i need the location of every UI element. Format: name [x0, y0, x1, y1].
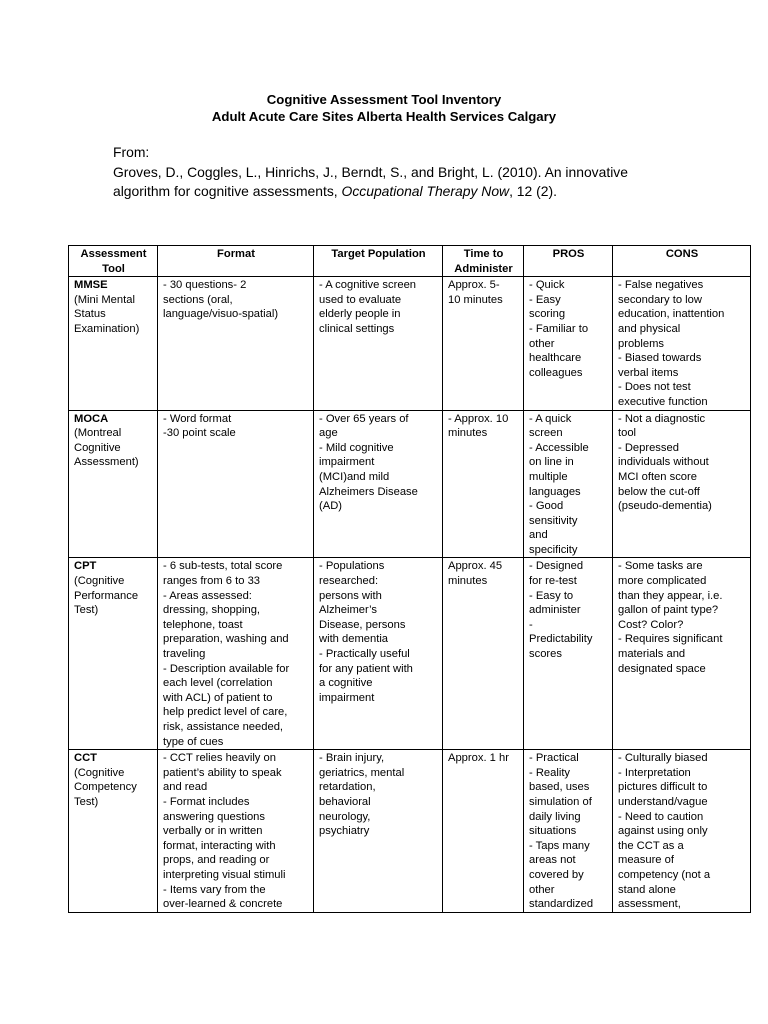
cell-line: a cognitive — [319, 677, 373, 690]
cell-line: - Not a diagnostic — [618, 412, 706, 425]
cell-line: - Format includes — [163, 795, 250, 808]
time-cell — [443, 410, 524, 558]
cons-cell — [613, 410, 751, 558]
cell-line: competency (not a — [618, 868, 711, 881]
cell-line: clinical settings — [319, 322, 395, 335]
cell-line: psychiatry — [319, 825, 370, 838]
cell-line: designated space — [618, 662, 706, 675]
cell-line: -30 point scale — [163, 427, 236, 440]
cell-line: - Depressed — [618, 441, 679, 454]
population-cell — [314, 558, 443, 750]
format-cell — [158, 558, 314, 750]
cell-line: executive function — [618, 395, 708, 408]
time-cell — [443, 277, 524, 410]
tool-cell — [69, 277, 158, 410]
cell-line: language/visuo-spatial) — [163, 308, 279, 321]
cell-line: assessment, — [618, 898, 681, 911]
cell-line: - Familiar to — [529, 322, 589, 335]
cell-line: minutes — [448, 575, 488, 588]
citation-journal: Occupational Therapy Now — [341, 183, 510, 199]
format-cell — [158, 277, 314, 410]
cell-line: patient’s ability to speak — [163, 766, 282, 779]
cell-line: - — [529, 618, 533, 631]
cell-line: impairment — [319, 456, 375, 469]
tool-acronym: MMSE — [74, 279, 108, 292]
cell-line: - Mild cognitive — [319, 441, 394, 454]
cell-line: secondary to low — [618, 293, 702, 306]
table-header-row — [69, 246, 751, 277]
cell-line: sensitivity — [529, 514, 578, 527]
cell-line: other — [529, 883, 555, 896]
cell-line: - Over 65 years of — [319, 412, 409, 425]
cell-line: dressing, shopping, — [163, 604, 261, 617]
table-row — [69, 277, 751, 410]
cell-line: (AD) — [319, 500, 342, 513]
cell-line: - Description available for — [163, 662, 290, 675]
cell-line: screen — [529, 427, 563, 440]
cell-line: - Reality — [529, 766, 571, 779]
cell-line: scores — [529, 648, 562, 661]
cell-line: (pseudo-dementia) — [618, 500, 712, 513]
cell-line: Status — [74, 308, 106, 321]
cell-line: geriatrics, mental — [319, 766, 405, 779]
document-header — [0, 91, 768, 125]
cell-line: than they appear, i.e. — [618, 589, 723, 602]
pros-cell — [524, 277, 613, 410]
cell-line: sections (oral, — [163, 293, 233, 306]
cell-line: - Need to caution — [618, 810, 704, 823]
cell-line: healthcare — [529, 352, 582, 365]
cell-line: verbal items — [618, 366, 679, 379]
cell-line: with ACL) of patient to — [163, 691, 273, 704]
cell-line: - False negatives — [618, 279, 704, 292]
cell-line: the CCT as a — [618, 839, 684, 852]
time-cell — [443, 750, 524, 913]
cell-line: MCI often score — [618, 470, 697, 483]
cell-line: Approx. 5- — [448, 279, 500, 292]
cell-line: - Biased towards — [618, 352, 702, 365]
cell-line: and read — [163, 781, 208, 794]
cell-line: Disease, persons — [319, 618, 406, 631]
tool-cell — [69, 410, 158, 558]
cell-line: risk, assistance needed, — [163, 721, 284, 733]
tool-acronym: CPT — [74, 560, 97, 573]
cell-line: for any patient with — [319, 662, 413, 675]
cell-line: - Designed — [529, 560, 584, 573]
cell-line: impairment — [319, 691, 375, 704]
cons-cell — [613, 750, 751, 913]
population-cell — [314, 750, 443, 913]
cell-line: each level (correlation — [163, 677, 273, 690]
cell-line: behavioral — [319, 795, 371, 808]
cell-line: neurology, — [319, 810, 371, 823]
cell-line: answering questions — [163, 810, 265, 823]
header-format: Format — [158, 246, 314, 277]
cell-line: situations — [529, 825, 577, 838]
cell-line: (MCI)and mild — [319, 470, 390, 483]
header-target-population: Target Population — [314, 246, 443, 277]
cell-line: administer — [529, 604, 581, 617]
cell-line: and — [529, 529, 548, 542]
cell-line: type of cues — [163, 735, 224, 748]
citation-text — [113, 163, 673, 202]
population-cell — [314, 277, 443, 410]
cell-line: Approx. 1 hr — [448, 752, 509, 765]
header-cons: CONS — [613, 246, 751, 277]
cell-line: with dementia — [319, 633, 389, 646]
cell-line: (Cognitive — [74, 766, 125, 779]
cell-line: - A cognitive screen — [319, 279, 417, 292]
pros-cell — [524, 750, 613, 913]
cell-line: below the cut-off — [618, 485, 700, 498]
cell-line: format, interacting with — [163, 839, 276, 852]
cell-line: props, and reading or — [163, 854, 270, 867]
cell-line: - Items vary from the — [163, 883, 266, 896]
cell-line: multiple — [529, 470, 568, 483]
table-row — [69, 410, 751, 558]
cell-line: Approx. 45 — [448, 560, 503, 573]
cell-line: Cost? Color? — [618, 618, 684, 631]
cell-line: on line in — [529, 456, 574, 469]
cell-line: covered by — [529, 868, 584, 881]
cell-line: 10 minutes — [448, 293, 503, 306]
cell-line: Alzheimer’s — [319, 604, 378, 617]
assessment-tool-table — [68, 245, 751, 913]
cell-line: Test) — [74, 604, 99, 617]
cell-line: persons with — [319, 589, 382, 602]
tool-acronym: CCT — [74, 752, 97, 765]
header-time-to-administer: Time to Administer — [443, 246, 524, 277]
cell-line: for re-test — [529, 575, 577, 588]
cell-line: - Easy to — [529, 589, 574, 602]
cell-line: (Cognitive — [74, 575, 125, 588]
header-assessment-tool: Assessment Tool — [69, 246, 158, 277]
cell-line: - Populations — [319, 560, 385, 573]
citation-authors: Groves, D., Coggles, L., Hinrichs, J., Berndt, S., and Bright, L. (2010). An innovative algorithm for cognitive assessments, — [113, 163, 628, 199]
cell-line: Performance — [74, 589, 139, 602]
cell-line: used to evaluate — [319, 293, 402, 306]
cell-line: - Quick — [529, 279, 565, 292]
cell-line: problems — [618, 337, 665, 350]
cell-line: other — [529, 337, 555, 350]
cell-line: - Some tasks are — [618, 560, 703, 573]
cell-line: Alzheimers Disease — [319, 485, 418, 498]
cell-line: - Accessible — [529, 441, 589, 454]
cell-line: areas not — [529, 854, 576, 867]
cell-line: - Taps many — [529, 839, 590, 852]
cell-line: Test) — [74, 795, 99, 808]
table-row — [69, 750, 751, 913]
cell-line: Cognitive — [74, 441, 121, 454]
tool-acronym: MOCA — [74, 412, 109, 425]
cell-line: - Practical — [529, 752, 579, 765]
cell-line: - Practically useful — [319, 648, 410, 661]
cell-line: - Good — [529, 500, 564, 513]
header-pros: PROS — [524, 246, 613, 277]
population-cell — [314, 410, 443, 558]
cell-line: age — [319, 427, 338, 440]
pros-cell — [524, 410, 613, 558]
document-title: Cognitive Assessment Tool Inventory — [266, 92, 502, 107]
cell-line: pictures difficult to — [618, 781, 708, 794]
tool-cell — [69, 750, 158, 913]
cell-line: daily living — [529, 810, 581, 823]
citation-block — [113, 143, 673, 202]
cell-line: understand/vague — [618, 795, 708, 808]
cell-line: - Areas assessed: — [163, 589, 252, 602]
cell-line: scoring — [529, 308, 566, 321]
cell-line: Examination) — [74, 322, 140, 335]
cell-line: - Does not test — [618, 381, 691, 394]
cell-line: languages — [529, 485, 581, 498]
cell-line: over-learned & concrete — [163, 898, 283, 911]
cell-line: - CCT relies heavily on — [163, 752, 276, 765]
cell-line: interpreting visual stimuli — [163, 868, 286, 881]
cell-line: researched: — [319, 575, 379, 588]
cell-line: Predictability — [529, 633, 593, 646]
cell-line: - Easy — [529, 293, 561, 306]
cell-line: Assessment) — [74, 456, 139, 469]
citation-label: From: — [113, 144, 150, 160]
cell-line: tool — [618, 427, 637, 440]
cell-line: - Approx. 10 — [448, 412, 509, 425]
cell-line: and physical — [618, 322, 681, 335]
cell-line: simulation of — [529, 795, 592, 808]
cell-line: retardation, — [319, 781, 376, 794]
cell-line: colleagues — [529, 366, 583, 379]
cell-line: minutes — [448, 427, 488, 440]
cell-line: (Montreal — [74, 427, 122, 440]
cell-line: specificity — [529, 543, 578, 556]
cell-line: more complicated — [618, 575, 707, 588]
cell-line: (Mini Mental — [74, 293, 135, 306]
cell-line: education, inattention — [618, 308, 725, 321]
cell-line: measure of — [618, 854, 674, 867]
cell-line: Competency — [74, 781, 137, 794]
cell-line: - Requires significant — [618, 633, 723, 646]
cell-line: materials and — [618, 648, 686, 661]
format-cell — [158, 410, 314, 558]
cell-line: - Brain injury, — [319, 752, 385, 765]
citation-volume: , 12 (2). — [509, 183, 557, 199]
format-cell — [158, 750, 314, 913]
cell-line: stand alone — [618, 883, 676, 896]
document-subtitle: Adult Acute Care Sites Alberta Health Services Calgary — [211, 109, 557, 124]
cell-line: individuals without — [618, 456, 709, 469]
cell-line: - 30 questions- 2 — [163, 279, 247, 292]
cell-line: gallon of paint type? — [618, 604, 719, 617]
cell-line: - A quick — [529, 412, 572, 425]
cell-line: verbally or in written — [163, 825, 263, 838]
cell-line: preparation, washing and — [163, 633, 289, 646]
cell-line: - Word format — [163, 412, 232, 425]
cell-line: - 6 sub-tests, total score — [163, 560, 283, 573]
cell-line: based, uses — [529, 781, 590, 794]
cell-line: against using only — [618, 825, 708, 838]
cell-line: - Culturally biased — [618, 752, 708, 765]
pros-cell — [524, 558, 613, 750]
time-cell — [443, 558, 524, 750]
table-row — [69, 558, 751, 750]
cons-cell — [613, 558, 751, 750]
cell-line: telephone, toast — [163, 618, 243, 631]
cell-line: - Interpretation — [618, 766, 691, 779]
tool-cell — [69, 558, 158, 750]
cell-line: help predict level of care, — [163, 706, 288, 719]
cell-line: standardized — [529, 898, 594, 911]
cell-line: traveling — [163, 648, 206, 661]
cell-line: ranges from 6 to 33 — [163, 575, 261, 588]
cons-cell — [613, 277, 751, 410]
cell-line: elderly people in — [319, 308, 401, 321]
